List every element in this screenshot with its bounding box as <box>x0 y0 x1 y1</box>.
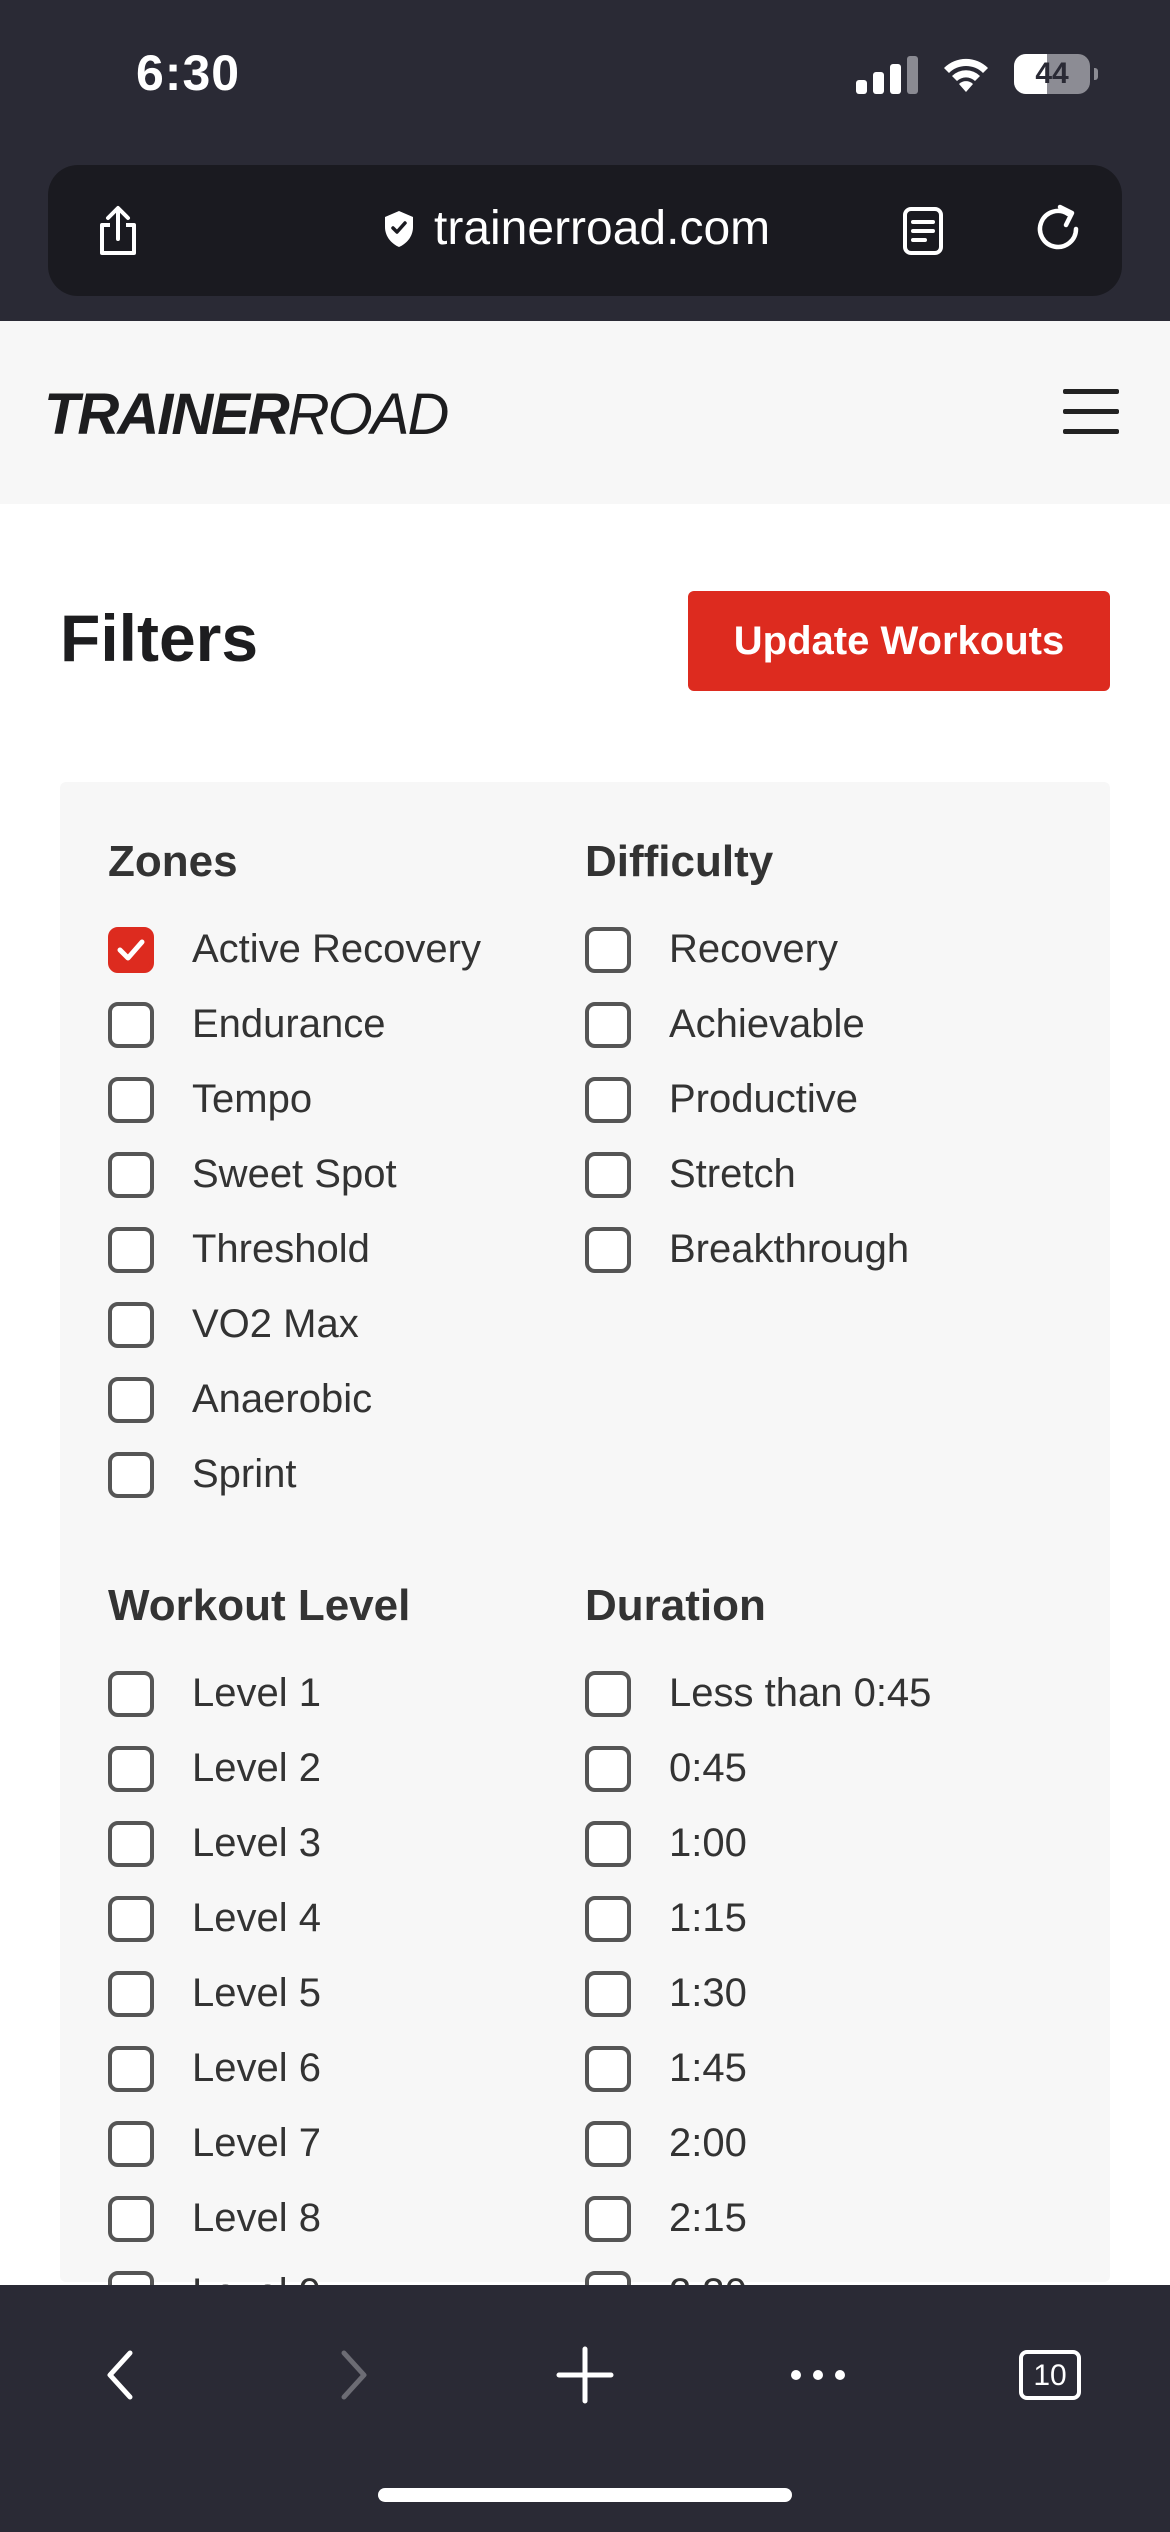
filter-option-label: Sprint <box>192 1452 297 1496</box>
battery-icon <box>1014 54 1090 94</box>
filter-option[interactable] <box>108 987 481 1062</box>
checkbox[interactable] <box>585 1971 631 2017</box>
checkbox[interactable] <box>108 2121 154 2167</box>
filter-option-label: Level 7 <box>192 2121 321 2165</box>
filter-option[interactable] <box>108 1731 410 1806</box>
share-icon[interactable] <box>90 203 146 259</box>
chevron-left-icon <box>100 2347 140 2403</box>
checkbox[interactable] <box>108 1671 154 1717</box>
checkbox[interactable] <box>108 1452 154 1498</box>
page-title: Filters <box>60 601 259 675</box>
workout-level-group <box>108 1578 410 2331</box>
checkbox[interactable] <box>108 1002 154 1048</box>
filter-option[interactable] <box>585 1731 931 1806</box>
filter-option[interactable] <box>108 1437 481 1512</box>
tabs-icon <box>1018 2349 1082 2401</box>
home-indicator <box>378 2488 792 2502</box>
filter-option-label: Level 6 <box>192 2046 321 2090</box>
filter-option-label: Stretch <box>669 1152 796 1196</box>
checkbox[interactable] <box>585 2046 631 2092</box>
shield-icon <box>382 209 416 249</box>
filter-option[interactable] <box>585 2106 931 2181</box>
filter-option[interactable] <box>585 1212 909 1287</box>
filter-option-label: Level 5 <box>192 1971 321 2015</box>
filter-option[interactable] <box>108 1881 410 1956</box>
filter-option[interactable] <box>108 1656 410 1731</box>
checkbox[interactable] <box>108 927 154 973</box>
forward-button[interactable] <box>314 2335 394 2415</box>
filter-option-label: Anaerobic <box>192 1377 373 1421</box>
filter-option[interactable] <box>585 1656 931 1731</box>
filter-option[interactable] <box>585 912 909 987</box>
filter-option-label: Achievable <box>669 1002 865 1046</box>
cellular-signal-icon <box>856 54 918 94</box>
duration-title: Duration <box>585 1581 766 1630</box>
checkbox[interactable] <box>108 1746 154 1792</box>
filter-option[interactable] <box>108 2181 410 2256</box>
url-display[interactable] <box>382 201 770 256</box>
zones-title: Zones <box>108 837 238 886</box>
filter-option-label: Tempo <box>192 1077 313 1121</box>
checkbox[interactable] <box>108 2196 154 2242</box>
workout-level-title: Workout Level <box>108 1581 411 1630</box>
checkbox[interactable] <box>585 2196 631 2242</box>
checkbox[interactable] <box>108 1302 154 1348</box>
wifi-icon <box>940 54 992 94</box>
filter-option-label: Threshold <box>192 1227 370 1271</box>
filter-option-label: 2:15 <box>669 2196 747 2240</box>
filter-option[interactable] <box>585 1062 909 1137</box>
filter-option-label: Active Recovery <box>192 927 481 971</box>
filter-option[interactable] <box>108 1956 410 2031</box>
filter-option[interactable] <box>585 1881 931 1956</box>
status-time: 6:30 <box>136 45 241 101</box>
filters-panel <box>60 782 1110 2282</box>
filter-option[interactable] <box>108 2106 410 2181</box>
back-button[interactable] <box>80 2335 160 2415</box>
status-icons <box>856 54 1090 94</box>
checkbox[interactable] <box>585 927 631 973</box>
filter-option[interactable] <box>108 1362 481 1437</box>
checkbox[interactable] <box>585 1821 631 1867</box>
filter-option-label: Level 8 <box>192 2196 321 2240</box>
checkbox[interactable] <box>585 1077 631 1123</box>
filter-option-label: 0:45 <box>669 1746 747 1790</box>
filter-option[interactable] <box>108 1212 481 1287</box>
filter-option[interactable] <box>108 2031 410 2106</box>
chevron-right-icon <box>334 2347 374 2403</box>
filter-option-label: 2:00 <box>669 2121 747 2165</box>
filter-option-label: Level 3 <box>192 1821 321 1865</box>
checkbox[interactable] <box>585 1671 631 1717</box>
filter-option-label: Recovery <box>669 927 838 971</box>
new-tab-button[interactable] <box>545 2335 625 2415</box>
filter-option-label: 1:45 <box>669 2046 747 2090</box>
checkbox[interactable] <box>585 2121 631 2167</box>
checkbox[interactable] <box>108 1077 154 1123</box>
tabs-button[interactable] <box>1010 2335 1090 2415</box>
battery-level: 44 <box>1035 57 1069 90</box>
address-bar[interactable] <box>48 165 1122 296</box>
filter-option-label: Level 4 <box>192 1896 321 1940</box>
browser-top-bar <box>0 0 1170 321</box>
filter-option-label: Breakthrough <box>669 1227 910 1271</box>
update-workouts-button[interactable]: Update Workouts <box>688 591 1110 691</box>
reload-icon[interactable] <box>1030 201 1086 257</box>
filter-option-label: Productive <box>669 1077 858 1121</box>
checkbox[interactable] <box>108 1821 154 1867</box>
tab-count: 10 <box>1033 2359 1067 2392</box>
checkbox[interactable] <box>108 1971 154 2017</box>
filter-option[interactable] <box>108 912 481 987</box>
filter-option[interactable] <box>108 1287 481 1362</box>
filter-option[interactable] <box>585 987 909 1062</box>
checkbox[interactable] <box>585 1896 631 1942</box>
difficulty-title: Difficulty <box>585 837 774 886</box>
checkbox[interactable] <box>585 1152 631 1198</box>
site-header <box>0 321 1170 504</box>
filter-option-label: VO2 Max <box>192 1302 359 1346</box>
menu-icon[interactable] <box>1063 389 1119 435</box>
filter-option-label: 1:30 <box>669 1971 747 2015</box>
checkbox[interactable] <box>108 1227 154 1273</box>
zones-group <box>108 834 481 1512</box>
more-button[interactable] <box>778 2335 858 2415</box>
filter-option-label: 1:15 <box>669 1896 747 1940</box>
duration-group <box>585 1578 931 2331</box>
checkbox[interactable] <box>585 1227 631 1273</box>
filter-option[interactable] <box>585 1956 931 2031</box>
checkbox[interactable] <box>108 1152 154 1198</box>
filter-option[interactable] <box>108 1137 481 1212</box>
filter-option[interactable] <box>585 2031 931 2106</box>
filter-option-label: Less than 0:45 <box>669 1671 932 1715</box>
filter-option-label: 1:00 <box>669 1821 747 1865</box>
filter-option[interactable] <box>585 1806 931 1881</box>
trainerroad-logo[interactable]: TRAINERROAD <box>44 382 448 447</box>
checkbox[interactable] <box>108 1896 154 1942</box>
more-dots-icon <box>788 2367 848 2383</box>
filter-option[interactable] <box>108 1062 481 1137</box>
checkbox[interactable] <box>108 2046 154 2092</box>
plus-icon <box>555 2345 615 2405</box>
checkbox[interactable] <box>108 1377 154 1423</box>
difficulty-group <box>585 834 909 1287</box>
reader-mode-icon[interactable] <box>900 205 946 257</box>
filter-option[interactable] <box>585 2181 931 2256</box>
filter-option-label: Level 1 <box>192 1671 321 1715</box>
filter-option-label: Sweet Spot <box>192 1152 397 1196</box>
filter-option[interactable] <box>585 1137 909 1212</box>
checkmark-icon <box>114 933 148 967</box>
filter-option[interactable] <box>108 1806 410 1881</box>
url-text: trainerroad.com <box>434 202 771 255</box>
checkbox[interactable] <box>585 1002 631 1048</box>
filter-option-label: Endurance <box>192 1002 386 1046</box>
filter-option-label: Level 2 <box>192 1746 321 1790</box>
checkbox[interactable] <box>585 1746 631 1792</box>
